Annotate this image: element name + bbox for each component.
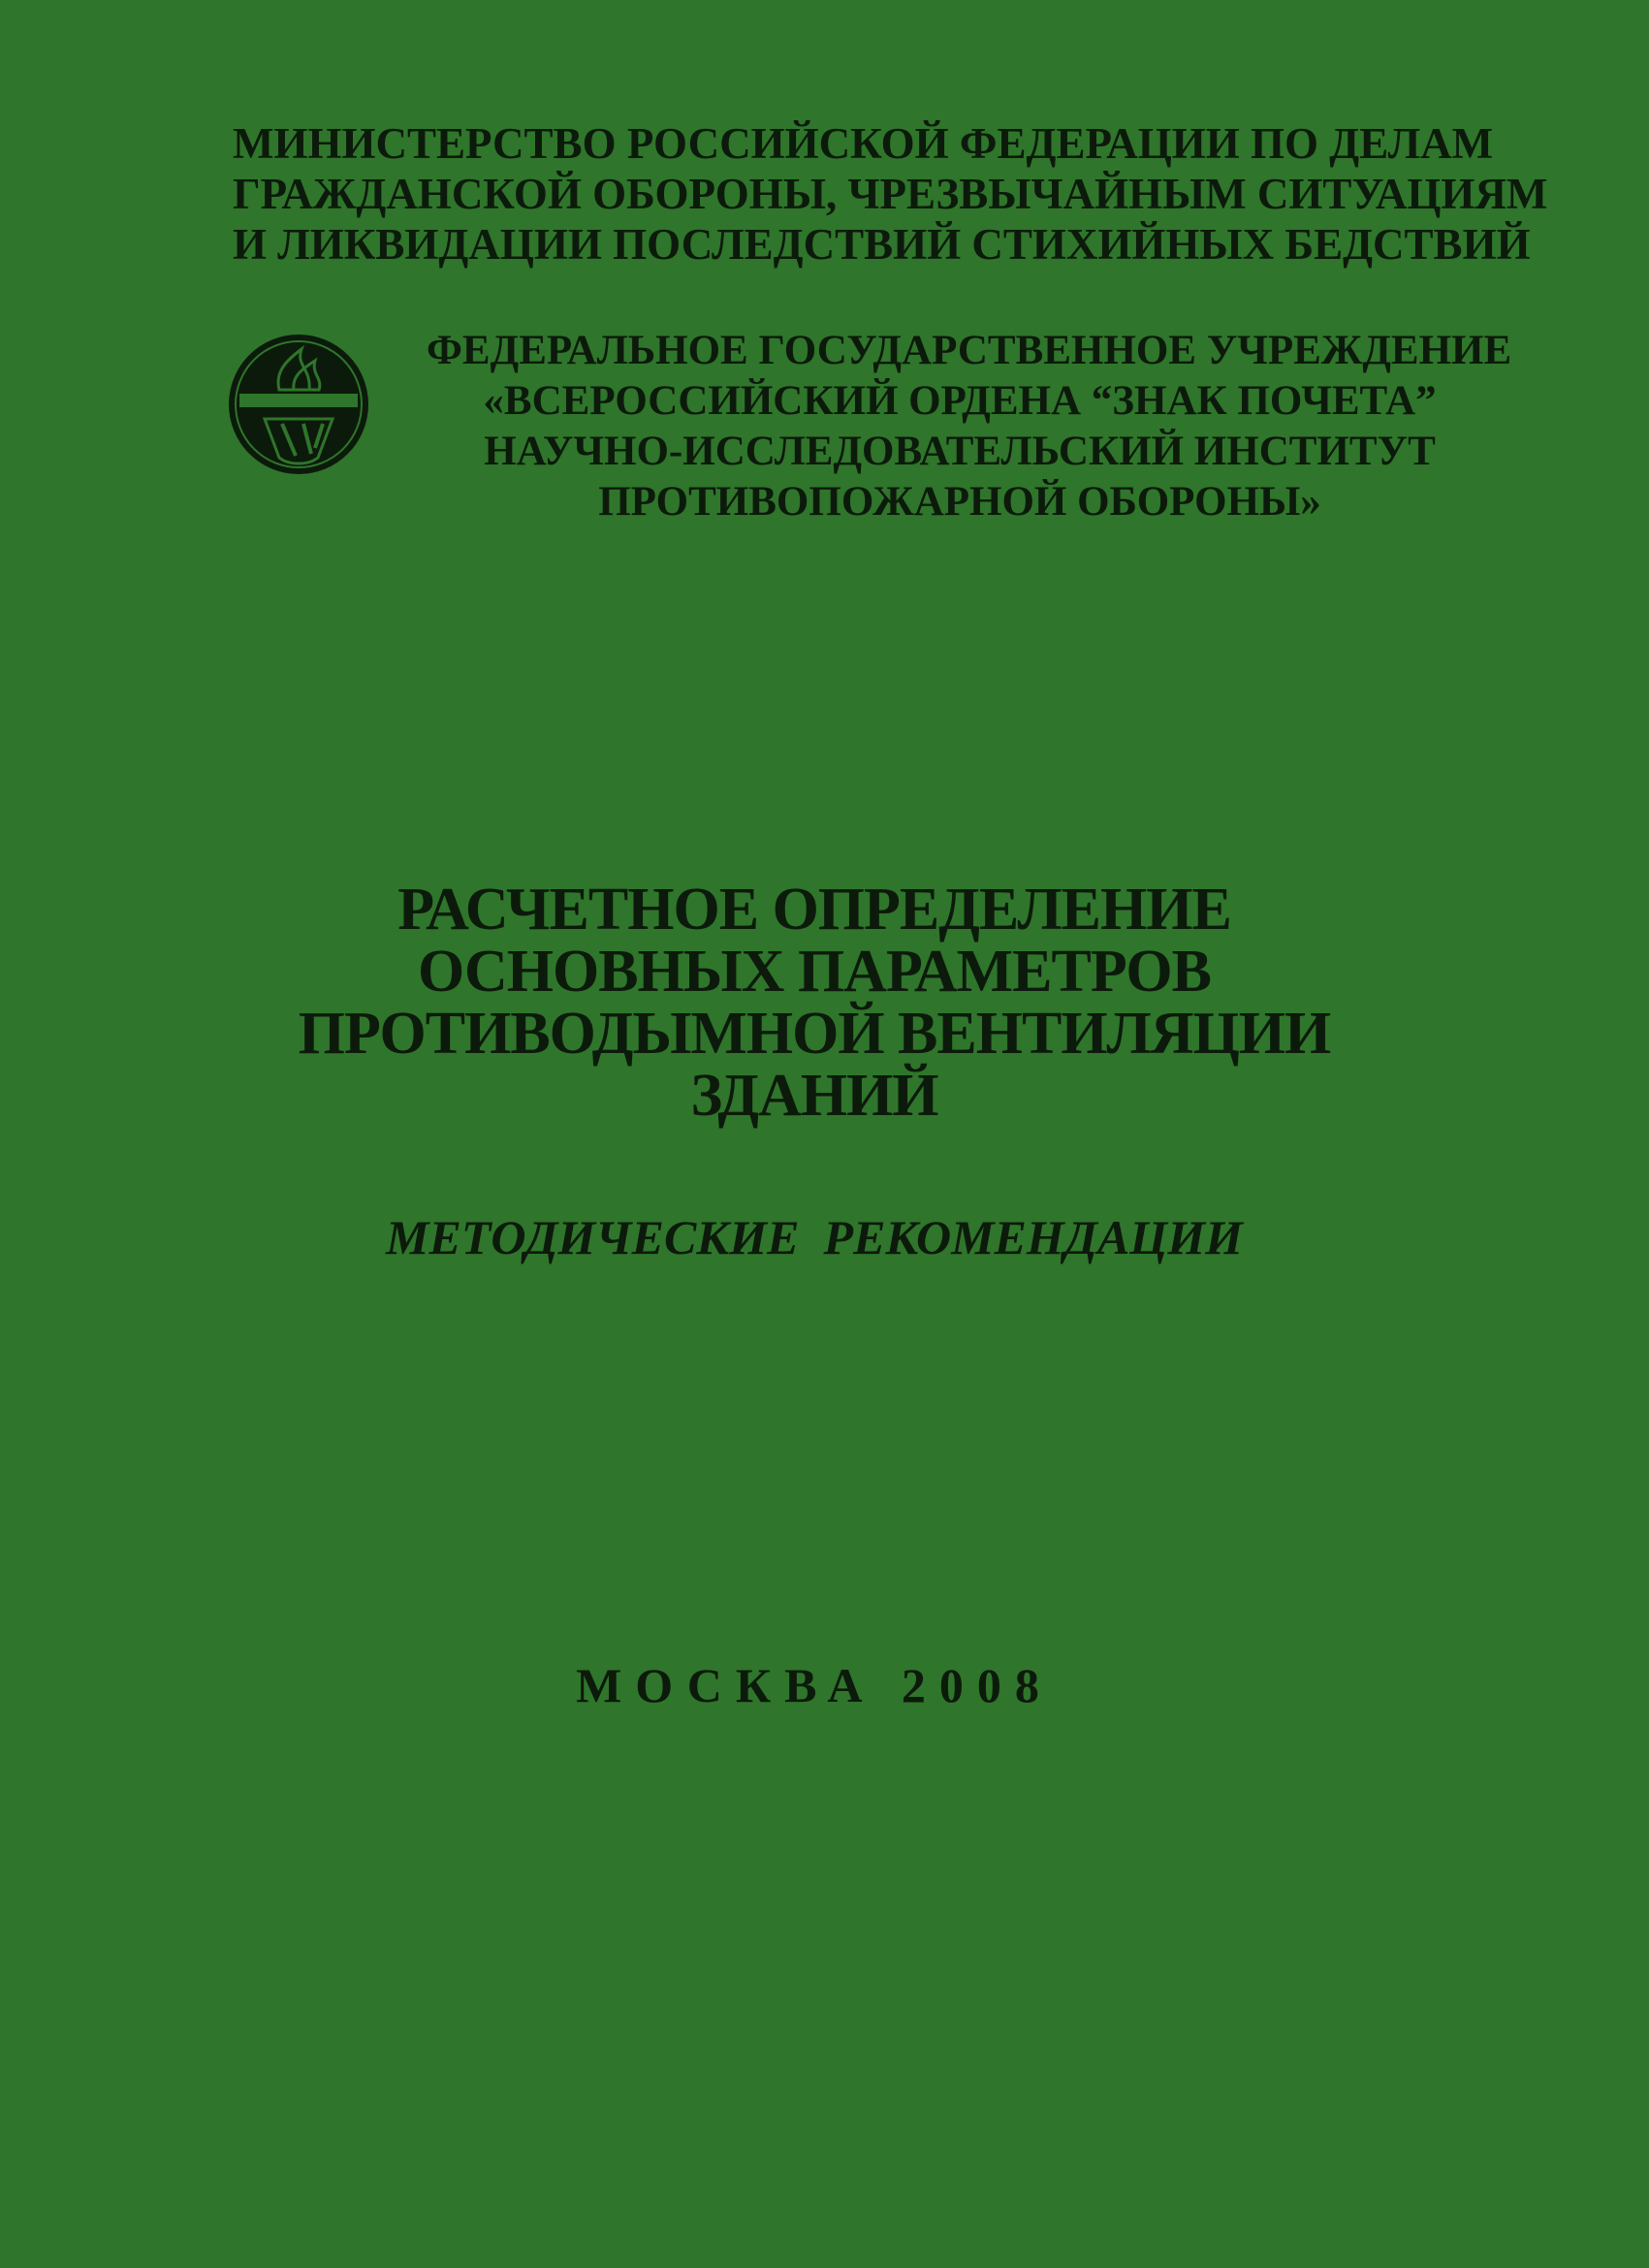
- place-and-year: МОСКВА 2008: [576, 1658, 1053, 1712]
- title-line-3: ПРОТИВОДЫМНОЙ ВЕНТИЛЯЦИИ: [298, 1001, 1331, 1067]
- ministry-line-3: И ЛИКВИДАЦИИ ПОСЛЕДСТВИЙ СТИХИЙНЫХ БЕДСТВИЙ: [233, 220, 1531, 269]
- torch-flame-emblem-icon: [226, 332, 371, 477]
- title-line-4: ЗДАНИЙ: [690, 1063, 938, 1129]
- ministry-line-1: МИНИСТЕРСТВО РОССИЙСКОЙ ФЕДЕРАЦИИ ПО ДЕЛАМ: [233, 119, 1494, 168]
- ministry-header: [233, 118, 1548, 270]
- title-line-1: РАСЧЕТНОЕ ОПРЕДЕЛЕНИЕ: [397, 877, 1231, 942]
- institute-line-1: ФЕДЕРАЛЬНОЕ ГОСУДАРСТВЕННОЕ УЧРЕЖДЕНИЕ: [427, 328, 1512, 373]
- institute-line-2: «ВСЕРОССИЙСКИЙ ОРДЕНА “ЗНАК ПОЧЕТА”: [483, 378, 1437, 424]
- institute-header: [427, 326, 1512, 527]
- ministry-line-2: ГРАЖДАНСКОЙ ОБОРОНЫ, ЧРЕЗВЫЧАЙНЫМ СИТУАЦИЯМ: [233, 170, 1548, 218]
- institute-line-4: ПРОТИВОПОЖАРНОЙ ОБОРОНЫ»: [598, 479, 1321, 525]
- document-title: [291, 878, 1338, 1127]
- institute-line-3: НАУЧНО-ИССЛЕДОВАТЕЛЬСКИЙ ИНСТИТУТ: [484, 429, 1436, 474]
- document-subtitle: МЕТОДИЧЕСКИЕ РЕКОМЕНДАЦИИ: [386, 1210, 1243, 1264]
- title-line-2: ОСНОВНЫХ ПАРАМЕТРОВ: [418, 939, 1211, 1005]
